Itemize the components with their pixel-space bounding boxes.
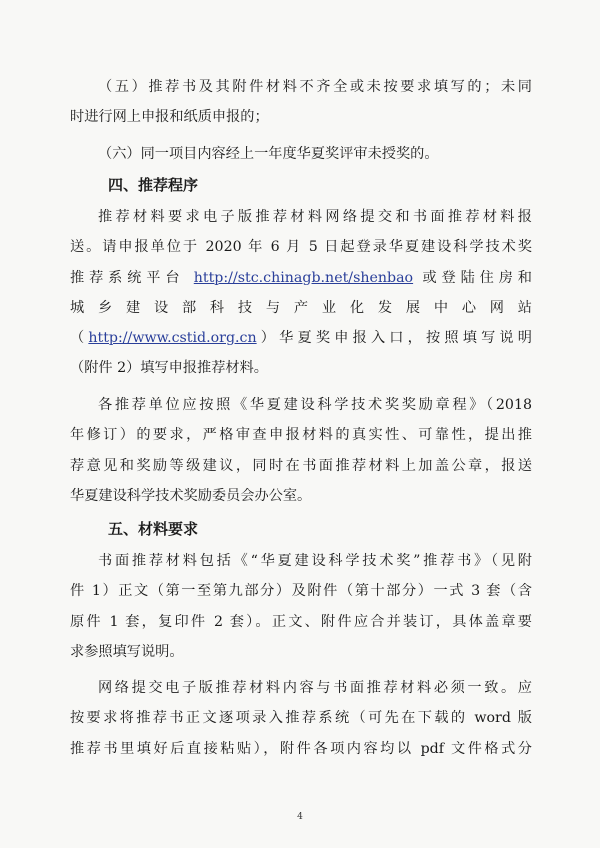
text-line: 网络提交电子版推荐材料内容与书面推荐材料必须一致。应	[98, 680, 532, 696]
text-line: 送。请申报单位于 2020 年 6 月 5 日起登录华夏建设科学技术奖	[70, 239, 532, 256]
text-line: （附件 2）填写申报推荐材料。	[70, 360, 268, 377]
text-span: ）华夏奖申报入口，按照填写说明	[256, 330, 532, 347]
paragraph-procedure	[70, 202, 532, 384]
text-line: 书面推荐材料包括《“华夏建设科学技术奖”推荐书》（见附	[98, 553, 532, 569]
text-line: 城 乡 建 设 部 科 技 与 产 业 化 发 展 中 心 网 站	[70, 299, 532, 316]
text-line: 件 1）正文（第一至第九部分）及附件（第十部分）一式 3 套（含	[70, 583, 532, 600]
paragraph-item-5	[70, 72, 532, 133]
paragraph-materials	[70, 546, 532, 667]
text-line: （六）同一项目内容经上一年度华夏奖评审未授奖的。	[98, 146, 439, 162]
text-line: 求参照填写说明。	[70, 643, 184, 660]
text-span: 推荐系统平台	[70, 269, 194, 286]
page-number: 4	[297, 812, 303, 822]
text-line: 各推荐单位应按照《华夏建设科学技术奖奖励章程》（2018	[98, 397, 532, 413]
text-line: 荐意见和奖励等级建议，同时在书面推荐材料上加盖公章，报送	[70, 457, 532, 474]
text-line: 年修订）的要求，严格审查申报材料的真实性、可靠性，提出推	[70, 427, 532, 444]
paragraph-review	[70, 390, 532, 511]
text-line: 按要求将推荐书正文逐项录入推荐系统（可先在下载的 word 版	[70, 710, 532, 727]
text-span: 或登陆住房和	[413, 269, 532, 286]
paragraph-online	[70, 673, 532, 764]
text-line	[70, 323, 532, 353]
text-line: 推荐书里填好后直接粘贴），附件各项内容均以 pdf 文件格式分	[70, 740, 532, 757]
text-span: （	[70, 330, 89, 347]
text-line: （五）推荐书及其附件材料不齐全或未按要求填写的；未同	[98, 79, 532, 95]
section-heading-4: 四、推荐程序	[108, 176, 199, 194]
text-line: 原件 1 套，复印件 2 套）。正文、附件应合并装订，具体盖章要	[70, 613, 532, 630]
cstid-link[interactable]: http://www.cstid.org.cn	[88, 330, 257, 347]
text-line: 时进行网上申报和纸质申报的；	[70, 109, 269, 126]
text-line: 华夏建设科学技术奖励委员会办公室。	[70, 487, 312, 504]
paragraph-item-6	[70, 139, 532, 169]
section-heading-5: 五、材料要求	[108, 520, 199, 538]
shenbao-link[interactable]: http://stc.chinagb.net/shenbao	[193, 269, 414, 286]
text-line	[70, 263, 532, 293]
text-line: 推荐材料要求电子版推荐材料网络提交和书面推荐材料报	[98, 209, 532, 225]
